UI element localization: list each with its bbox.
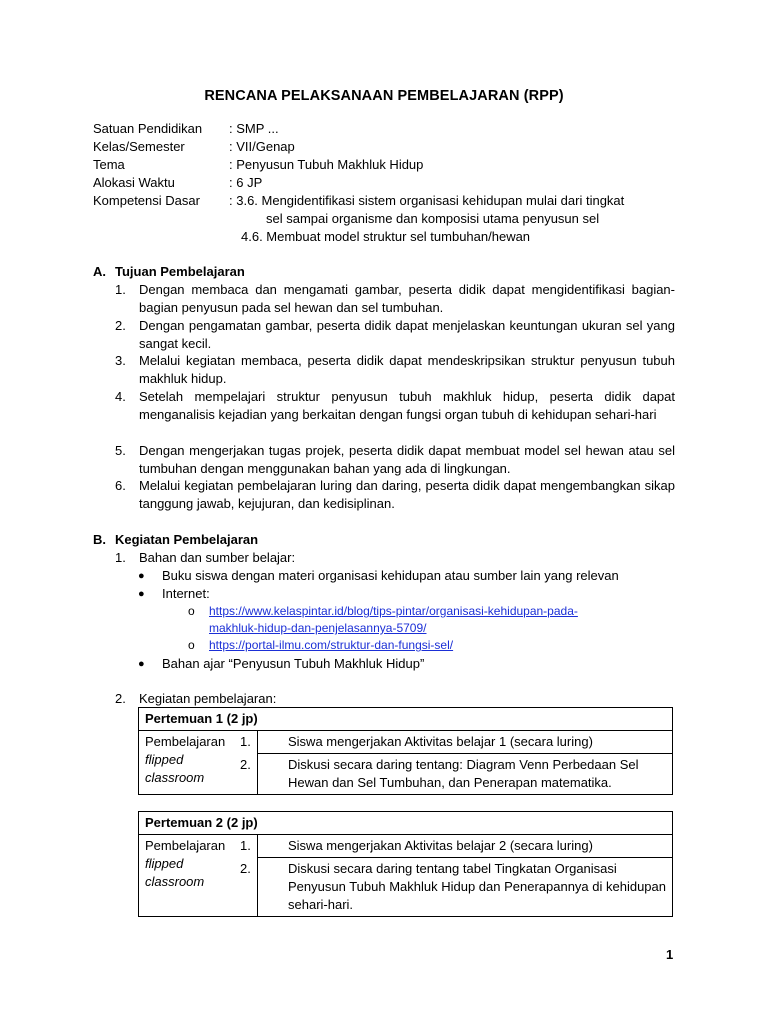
objective-item [115,477,675,513]
identity-value: : Penyusun Tubuh Makhluk Hidup [229,157,424,172]
objective-item [115,442,675,478]
bullet-item [138,655,424,673]
identity-row-competency [93,192,624,210]
identity-value: : 3.6. Mengidentifikasi sistem organisasi kehidupan mulai dari tingkat [229,193,625,208]
identity-label: Kelas/Semester [93,139,185,154]
item-text: Dengan membaca dan mengamati gambar, peserta didik dapat mengidentifikasi bagian-bagian penyusun pada sel hewan dan sel tumbuhan. [139,282,675,315]
identity-value: : SMP ... [229,121,279,136]
objective-item [115,388,675,424]
circle-marker-icon: o [188,604,195,618]
item-text: Melalui kegiatan pembelajaran luring dan daring, peserta didik dapat mengembangkan sikap tanggung jawab, kejujuran, dan kedisiplinan. [139,478,675,511]
mode-flipped: flipped [145,752,184,767]
meeting-1-table [138,707,673,795]
item-number: 3. [115,353,126,368]
activity-cell [240,858,673,917]
kd-continuation: sel sampai organisme dan komposisi utama penyusun sel [266,211,600,226]
identity-row-time [93,174,262,192]
activity-text: Diskusi secara daring tentang tabel Tingkatan Organisasi Penyusun Tubuh Makhluk Hidup dan Penerapannya di kehidupan sehari-hari. [288,861,666,912]
link-kelaspintar-cont[interactable]: makhluk-hidup-dan-penjelasannya-5709/ [209,621,427,635]
mode-classroom: classroom [145,874,205,889]
activity-cell [240,835,673,858]
section-letter: B. [93,532,106,547]
item-number: 2. [115,691,126,706]
item-number: 6. [115,478,126,493]
section-letter: A. [93,264,106,279]
link-portal-ilmu[interactable]: https://portal-ilmu.com/struktur-dan-fungsi-sel/ [209,638,454,652]
section-a-heading [93,263,245,281]
kd-4-6: 4.6. Membuat model struktur sel tumbuhan/hewan [241,229,531,244]
document-title: RENCANA PELAKSANAAN PEMBELAJARAN (RPP) [204,88,564,104]
activity-number: 2. [240,757,251,772]
meeting-heading: Pertemuan 2 (2 jp) [139,812,673,835]
activity-number: 1. [240,734,251,749]
identity-value: : VII/Genap [229,139,295,154]
meeting-heading: Pertemuan 1 (2 jp) [139,708,673,731]
item-text: Dengan mengerjakan tugas projek, peserta didik dapat membuat model sel hewan atau sel tumbuhan dengan menggunakan bahan yang ada di lingkungan. [139,443,675,476]
item-number: 1. [115,550,126,565]
identity-value: : 6 JP [229,175,263,190]
identity-label: Tema [93,157,125,172]
identity-row-school [93,120,279,138]
identity-row-theme [93,156,423,174]
mode-classroom: classroom [145,770,205,785]
item-text: Melalui kegiatan membaca, peserta didik dapat mendeskripsikan struktur penyusun tubuh makhluk hidup. [139,353,675,386]
bullet-icon: ● [138,570,145,582]
item-text: Bahan dan sumber belajar: [139,550,296,565]
circle-marker-icon: o [188,638,195,652]
activity-cell [240,754,673,795]
link-kelaspintar[interactable]: https://www.kelaspintar.id/blog/tips-pintar/organisasi-kehidupan-pada- [209,604,578,618]
bullet-text: Bahan ajar “Penyusun Tubuh Makhluk Hidup” [162,656,425,671]
item-number: 5. [115,443,126,458]
section-title: Kegiatan Pembelajaran [115,532,259,547]
activity-text: Diskusi secara daring tentang: Diagram Venn Perbedaan Sel Hewan dan Sel Tumbuhan, dan Penerapan matematika. [288,757,639,790]
activity-cell [240,731,673,754]
item-number: 1. [115,282,126,297]
bullet-text: Buku siswa dengan materi organisasi kehidupan atau sumber lain yang relevan [162,568,619,583]
section-title: Tujuan Pembelajaran [115,264,245,279]
bullet-item [138,567,619,585]
item-text: Kegiatan pembelajaran: [139,691,277,706]
identity-label: Alokasi Waktu [93,175,175,190]
item-text: Setelah mempelajari struktur penyusun tubuh makhluk hidup, peserta didik dapat menganalisis kejadian yang berkaitan dengan fungsi organ tubuh di kehidupan sehari-hari [139,389,675,422]
activity-number: 2. [240,861,251,876]
item-text: Dengan pengamatan gambar, peserta didik dapat menjelaskan keuntungan ukuran sel yang sangat kecil. [139,318,675,351]
bullet-text: Internet: [162,586,210,601]
sub-item-activities [115,690,276,708]
mode-flipped: flipped [145,856,184,871]
bullet-icon: ● [138,658,145,670]
bullet-item [138,585,210,603]
page-number: 1 [666,947,674,962]
mode-label: Pembelajaran [145,734,226,749]
item-number: 2. [115,318,126,333]
objective-item [115,281,675,317]
activity-text: Siswa mengerjakan Aktivitas belajar 2 (secara luring) [288,838,593,853]
identity-label: Satuan Pendidikan [93,121,203,136]
activity-text: Siswa mengerjakan Aktivitas belajar 1 (secara luring) [288,734,593,749]
sub-item-materials [115,549,295,567]
section-b-heading [93,531,258,549]
mode-label: Pembelajaran [145,838,226,853]
meeting-2-table [138,811,673,917]
item-number: 4. [115,389,126,404]
objective-item [115,352,675,388]
bullet-icon: ● [138,588,145,600]
identity-row-class [93,138,295,156]
identity-label: Kompetensi Dasar [93,193,200,208]
activity-number: 1. [240,838,251,853]
objective-item [115,317,675,353]
